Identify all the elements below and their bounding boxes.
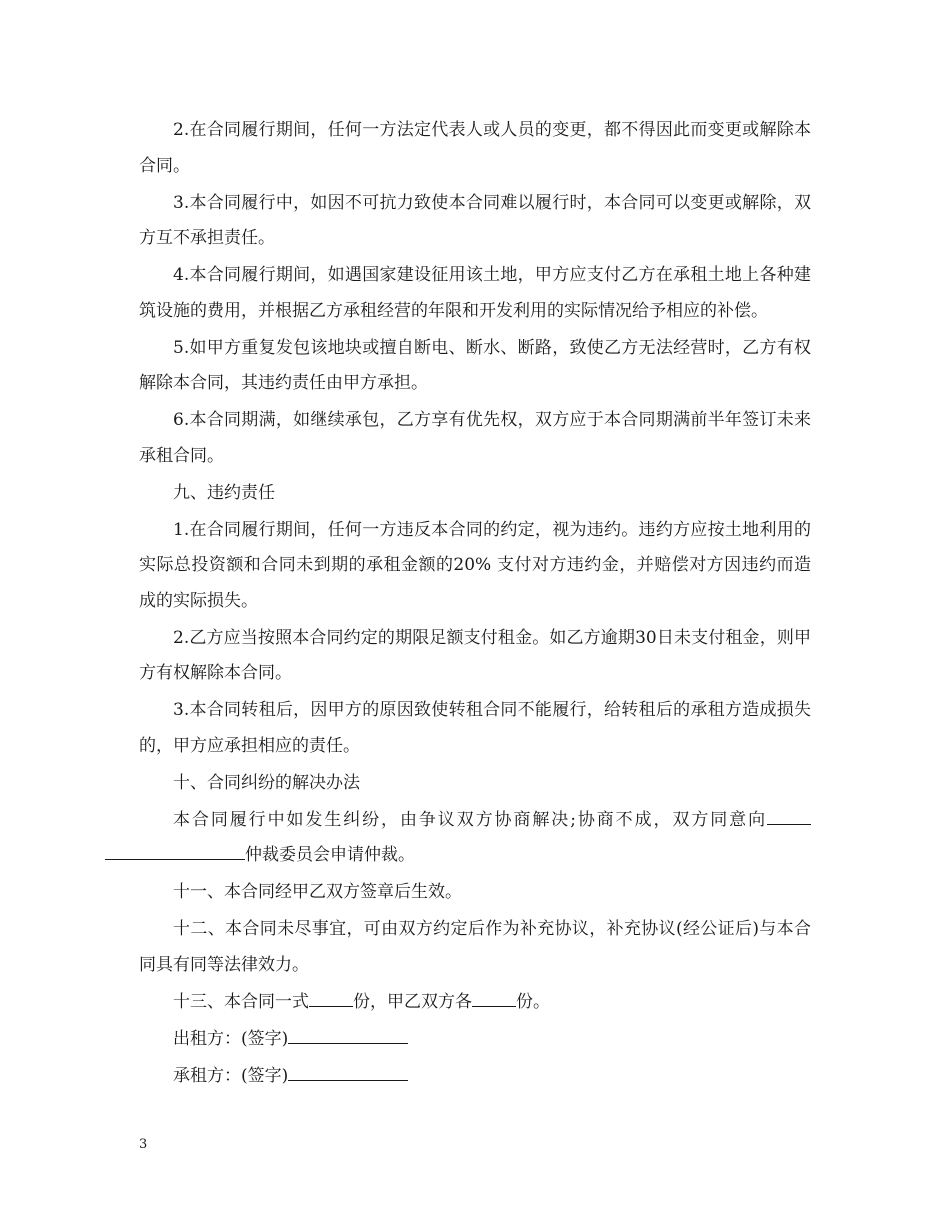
lessee-signature-line xyxy=(139,1059,811,1095)
page-number: 3 xyxy=(139,1137,148,1152)
section-12: 十二、本合同未尽事宜，可由双方约定后作为补充协议，补充协议(经公证后)与本合同具有同等法律效力。 xyxy=(139,919,811,975)
section-13-part-2: 份，甲乙双方各 xyxy=(353,991,472,1012)
clause-4: 4.本合同履行期间，如遇国家建设征用该土地，甲方应支付乙方在承租土地上各种建筑设施的费用，并根据乙方承租经营的年限和开发利用的实际情况给予相应的补偿。 xyxy=(139,265,811,321)
clause-2: 2.在合同履行期间，任何一方法定代表人或人员的变更，都不得因此而变更或解除本合同。 xyxy=(139,120,811,176)
section-10-title: 十、合同纠纷的解决办法 xyxy=(173,772,360,793)
clause-3: 3.本合同履行中，如因不可抗力致使本合同难以履行时，本合同可以变更或解除，双方互不承担责任。 xyxy=(139,192,811,248)
section-9-item-1: 1.在合同履行期间，任何一方违反本合同的约定，视为违约。违约方应按土地利用的实际总投资额和合同未到期的承租金额的20% 支付对方违约金，并赔偿对方因违约而造成的实际损失。 xyxy=(139,519,811,611)
section-10-text-after: 仲裁委员会申请仲裁。 xyxy=(245,845,415,865)
section-11: 十一、本合同经甲乙双方签章后生效。 xyxy=(173,882,462,902)
section-13 xyxy=(139,985,811,1021)
section-10-text-before: 本合同履行中如发生纠纷，由争议双方协商解决;协商不成，双方同意向 xyxy=(173,809,767,830)
lessee-signature-blank xyxy=(288,1063,408,1081)
clause-5: 5.如甲方重复发包该地块或擅自断电、断水、断路，致使乙方无法经营时，乙方有权解除本合同，其违约责任由甲方承担。 xyxy=(139,337,811,393)
arbitration-blank-2 xyxy=(105,842,245,860)
section-9-title: 九、违约责任 xyxy=(173,482,275,503)
copies-blank xyxy=(309,989,353,1007)
each-copies-blank xyxy=(472,989,516,1007)
lessor-signature-line xyxy=(139,1022,811,1058)
section-13-part-3: 份。 xyxy=(516,991,550,1012)
lessee-label: 承租方：(签字) xyxy=(173,1065,289,1086)
section-10-text xyxy=(139,803,811,874)
section-9-item-2: 2.乙方应当按照本合同约定的期限足额支付租金。如乙方逾期30日未支付租金，则甲方有权解除本合同。 xyxy=(139,627,811,683)
arbitration-blank-1 xyxy=(767,807,811,825)
section-9-item-3: 3.本合同转租后，因甲方的原因致使转租合同不能履行，给转租后的承租方造成损失的，甲方应承担相应的责任。 xyxy=(139,700,811,756)
document-body xyxy=(139,113,811,1096)
lessor-label: 出租方：(签字) xyxy=(173,1028,289,1049)
section-13-part-1: 十三、本合同一式 xyxy=(173,991,309,1012)
lessor-signature-blank xyxy=(288,1026,408,1044)
clause-6: 6.本合同期满，如继续承包，乙方享有优先权，双方应于本合同期满前半年签订未来承租合同。 xyxy=(139,410,811,466)
